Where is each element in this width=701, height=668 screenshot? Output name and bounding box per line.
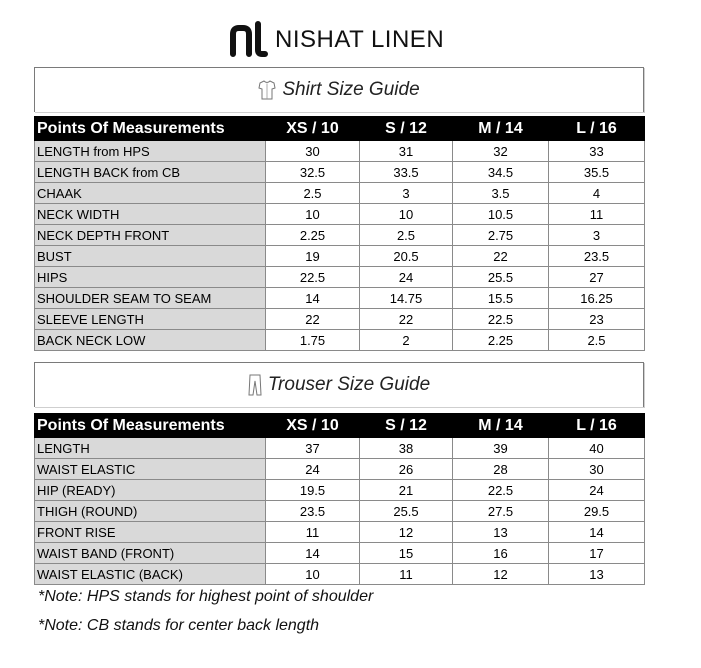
cell-s: 21: [360, 480, 453, 501]
table-row: [35, 267, 645, 288]
cell-s: 38: [360, 438, 453, 459]
cell-xs: 30: [266, 141, 360, 162]
cell-s: 10: [360, 204, 453, 225]
header-measurement: Points Of Measurements: [35, 117, 266, 141]
row-label: LENGTH BACK from CB: [35, 162, 266, 183]
cell-s: 22: [360, 309, 453, 330]
cell-m: 2.25: [453, 330, 549, 351]
cell-m: 15.5: [453, 288, 549, 309]
trouser-guide-title: [34, 362, 644, 407]
row-label: THIGH (ROUND): [35, 501, 266, 522]
table-row: [35, 204, 645, 225]
cell-m: 34.5: [453, 162, 549, 183]
cell-xs: 32.5: [266, 162, 360, 183]
cell-m: 3.5: [453, 183, 549, 204]
row-label: WAIST ELASTIC (BACK): [35, 564, 266, 585]
trouser-icon: [248, 374, 262, 396]
table-header-row: [35, 414, 645, 438]
row-label: BACK NECK LOW: [35, 330, 266, 351]
cell-s: 24: [360, 267, 453, 288]
cell-xs: 23.5: [266, 501, 360, 522]
cell-m: 16: [453, 543, 549, 564]
cell-l: 33: [549, 141, 645, 162]
cell-m: 39: [453, 438, 549, 459]
cell-l: 23: [549, 309, 645, 330]
cell-s: 11: [360, 564, 453, 585]
cell-s: 33.5: [360, 162, 453, 183]
cell-xs: 2.5: [266, 183, 360, 204]
row-label: BUST: [35, 246, 266, 267]
header-size-m: M / 14: [453, 117, 549, 141]
header-size-m: M / 14: [453, 414, 549, 438]
cell-l: 24: [549, 480, 645, 501]
trouser-size-table: [34, 413, 645, 585]
cell-s: 3: [360, 183, 453, 204]
row-label: SHOULDER SEAM TO SEAM: [35, 288, 266, 309]
cell-s: 31: [360, 141, 453, 162]
row-label: LENGTH from HPS: [35, 141, 266, 162]
table-header-row: [35, 117, 645, 141]
cell-l: 40: [549, 438, 645, 459]
cell-xs: 2.25: [266, 225, 360, 246]
table-row: [35, 330, 645, 351]
row-label: NECK WIDTH: [35, 204, 266, 225]
cell-m: 10.5: [453, 204, 549, 225]
cell-s: 2: [360, 330, 453, 351]
cell-m: 25.5: [453, 267, 549, 288]
cell-xs: 14: [266, 543, 360, 564]
table-row: [35, 183, 645, 204]
trouser-guide-title-text: Trouser Size Guide: [267, 374, 431, 395]
table-row: [35, 480, 645, 501]
shirt-size-table: [34, 116, 645, 351]
cell-xs: 37: [266, 438, 360, 459]
row-label: SLEEVE LENGTH: [35, 309, 266, 330]
cell-xs: 22.5: [266, 267, 360, 288]
brand-header: [229, 20, 444, 60]
header-size-xs: XS / 10: [266, 414, 360, 438]
cell-l: 3: [549, 225, 645, 246]
cell-xs: 24: [266, 459, 360, 480]
cell-m: 22.5: [453, 480, 549, 501]
table-row: [35, 225, 645, 246]
brand-name: NISHAT LINEN: [275, 26, 445, 53]
row-label: WAIST ELASTIC: [35, 459, 266, 480]
row-label: WAIST BAND (FRONT): [35, 543, 266, 564]
cell-xs: 1.75: [266, 330, 360, 351]
cell-l: 30: [549, 459, 645, 480]
header-size-s: S / 12: [360, 414, 453, 438]
table-row: [35, 288, 645, 309]
cell-l: 14: [549, 522, 645, 543]
cell-m: 22.5: [453, 309, 549, 330]
cell-l: 11: [549, 204, 645, 225]
header-size-s: S / 12: [360, 117, 453, 141]
cell-m: 32: [453, 141, 549, 162]
cell-l: 4: [549, 183, 645, 204]
cell-s: 12: [360, 522, 453, 543]
cell-s: 20.5: [360, 246, 453, 267]
table-row: [35, 141, 645, 162]
cell-l: 17: [549, 543, 645, 564]
header-size-xs: XS / 10: [266, 117, 360, 141]
note-cb: *Note: CB stands for center back length: [38, 617, 320, 634]
cell-s: 26: [360, 459, 453, 480]
row-label: HIP (READY): [35, 480, 266, 501]
cell-s: 25.5: [360, 501, 453, 522]
row-label: FRONT RISE: [35, 522, 266, 543]
cell-s: 14.75: [360, 288, 453, 309]
cell-l: 27: [549, 267, 645, 288]
cell-l: 16.25: [549, 288, 645, 309]
cell-m: 12: [453, 564, 549, 585]
cell-m: 13: [453, 522, 549, 543]
row-label: LENGTH: [35, 438, 266, 459]
cell-m: 27.5: [453, 501, 549, 522]
header-measurement: Points Of Measurements: [35, 414, 266, 438]
cell-l: 23.5: [549, 246, 645, 267]
table-row: [35, 438, 645, 459]
cell-xs: 11: [266, 522, 360, 543]
cell-l: 2.5: [549, 330, 645, 351]
table-row: [35, 459, 645, 480]
cell-m: 22: [453, 246, 549, 267]
cell-xs: 10: [266, 564, 360, 585]
header-size-l: L / 16: [549, 414, 645, 438]
table-row: [35, 162, 645, 183]
table-row: [35, 564, 645, 585]
row-label: CHAAK: [35, 183, 266, 204]
cell-l: 13: [549, 564, 645, 585]
cell-xs: 10: [266, 204, 360, 225]
cell-xs: 14: [266, 288, 360, 309]
cell-xs: 22: [266, 309, 360, 330]
table-row: [35, 246, 645, 267]
table-row: [35, 309, 645, 330]
shirt-icon: [258, 80, 276, 100]
cell-m: 2.75: [453, 225, 549, 246]
table-row: [35, 522, 645, 543]
cell-s: 2.5: [360, 225, 453, 246]
cell-l: 29.5: [549, 501, 645, 522]
cell-xs: 19.5: [266, 480, 360, 501]
row-label: NECK DEPTH FRONT: [35, 225, 266, 246]
row-label: HIPS: [35, 267, 266, 288]
nishat-logo-icon: [229, 20, 269, 60]
table-row: [35, 501, 645, 522]
cell-l: 35.5: [549, 162, 645, 183]
shirt-guide-title-text: Shirt Size Guide: [282, 79, 420, 100]
table-row: [35, 543, 645, 564]
header-size-l: L / 16: [549, 117, 645, 141]
note-hps: *Note: HPS stands for highest point of shoulder: [38, 588, 374, 605]
cell-m: 28: [453, 459, 549, 480]
cell-xs: 19: [266, 246, 360, 267]
shirt-guide-title: [34, 67, 644, 112]
cell-s: 15: [360, 543, 453, 564]
